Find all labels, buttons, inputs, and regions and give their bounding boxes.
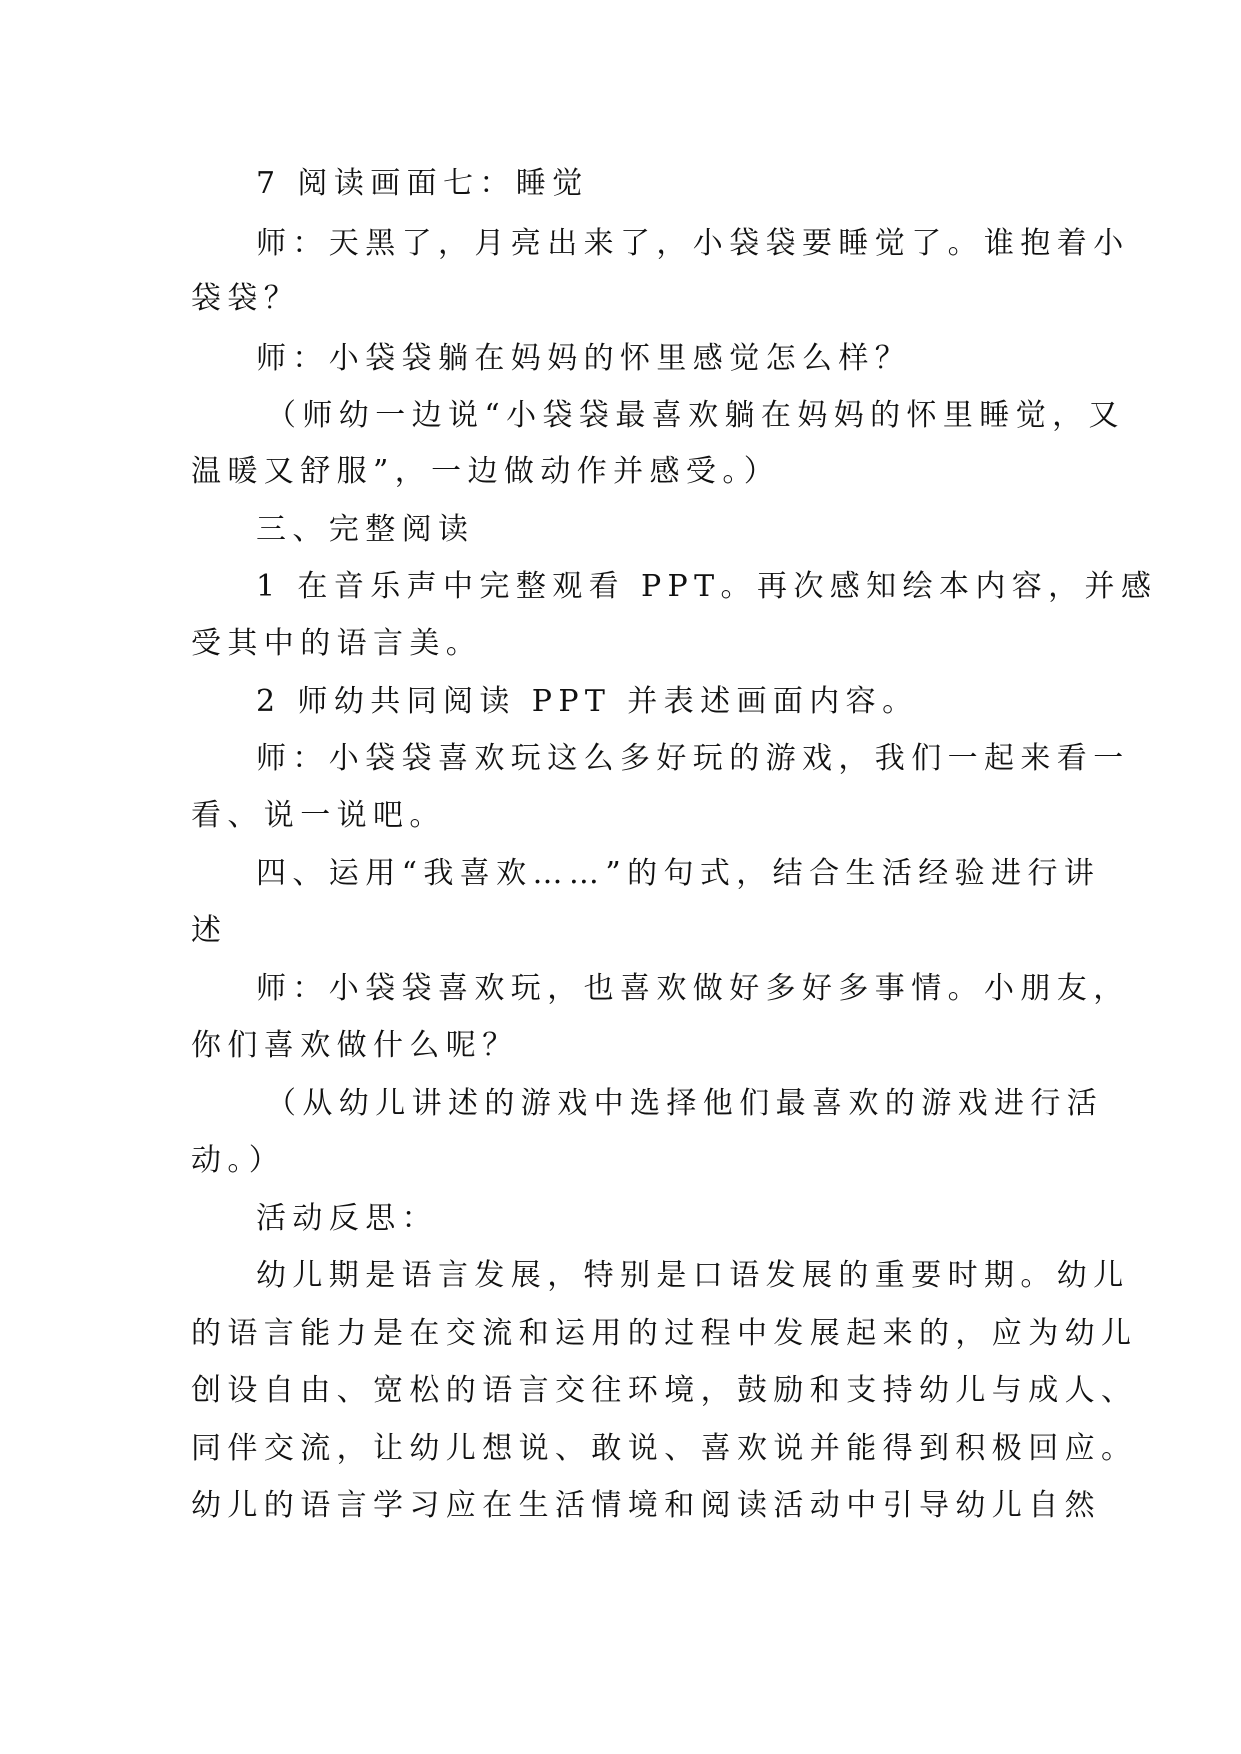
paragraph-line: 袋袋？ — [191, 281, 301, 316]
paragraph-line: 师：小袋袋喜欢玩，也喜欢做好多好多事情。小朋友， — [256, 971, 1130, 1006]
section-heading-complete-reading: 三、完整阅读 — [256, 512, 475, 547]
paragraph-line: 师：小袋袋躺在妈妈的怀里感觉怎么样？ — [256, 341, 912, 376]
paragraph-line: 述 — [191, 913, 228, 948]
paragraph-line: （师幼一边说“小袋袋最喜欢躺在妈妈的怀里睡觉，又 — [266, 398, 1125, 433]
section-heading-reading-scene-7: 7 阅读画面七：睡觉 — [256, 166, 589, 201]
paragraph-line: 创设自由、宽松的语言交往环境，鼓励和支持幼儿与成人、 — [191, 1373, 1138, 1408]
paragraph-line: 师：天黑了，月亮出来了，小袋袋要睡觉了。谁抱着小 — [256, 226, 1130, 261]
paragraph-line: 幼儿期是语言发展，特别是口语发展的重要时期。幼儿 — [256, 1258, 1130, 1293]
section-heading-i-like: 四、运用“我喜欢……”的句式，结合生活经验进行讲 — [256, 856, 1101, 891]
paragraph-line: 师：小袋袋喜欢玩这么多好玩的游戏，我们一起来看一 — [256, 741, 1130, 776]
paragraph-line: 温暖又舒服”，一边做动作并感受。） — [191, 454, 781, 489]
paragraph-line: 1 在音乐声中完整观看 PPT。再次感知绘本内容，并感 — [256, 569, 1158, 604]
paragraph-line: 幼儿的语言学习应在生活情境和阅读活动中引导幼儿自然 — [191, 1488, 1101, 1523]
paragraph-line: 的语言能力是在交流和运用的过程中发展起来的，应为幼儿 — [191, 1316, 1138, 1351]
paragraph-line: 2 师幼共同阅读 PPT 并表述画面内容。 — [256, 684, 919, 719]
paragraph-line: 受其中的语言美。 — [191, 626, 483, 661]
section-heading-reflection: 活动反思： — [256, 1201, 438, 1236]
paragraph-line: 你们喜欢做什么呢？ — [191, 1028, 519, 1063]
paragraph-line: 同伴交流，让幼儿想说、敢说、喜欢说并能得到积极回应。 — [191, 1431, 1138, 1466]
paragraph-line: （从幼儿讲述的游戏中选择他们最喜欢的游戏进行活 — [266, 1086, 1104, 1121]
paragraph-line: 动。） — [191, 1143, 286, 1178]
paragraph-line: 看、说一说吧。 — [191, 798, 446, 833]
